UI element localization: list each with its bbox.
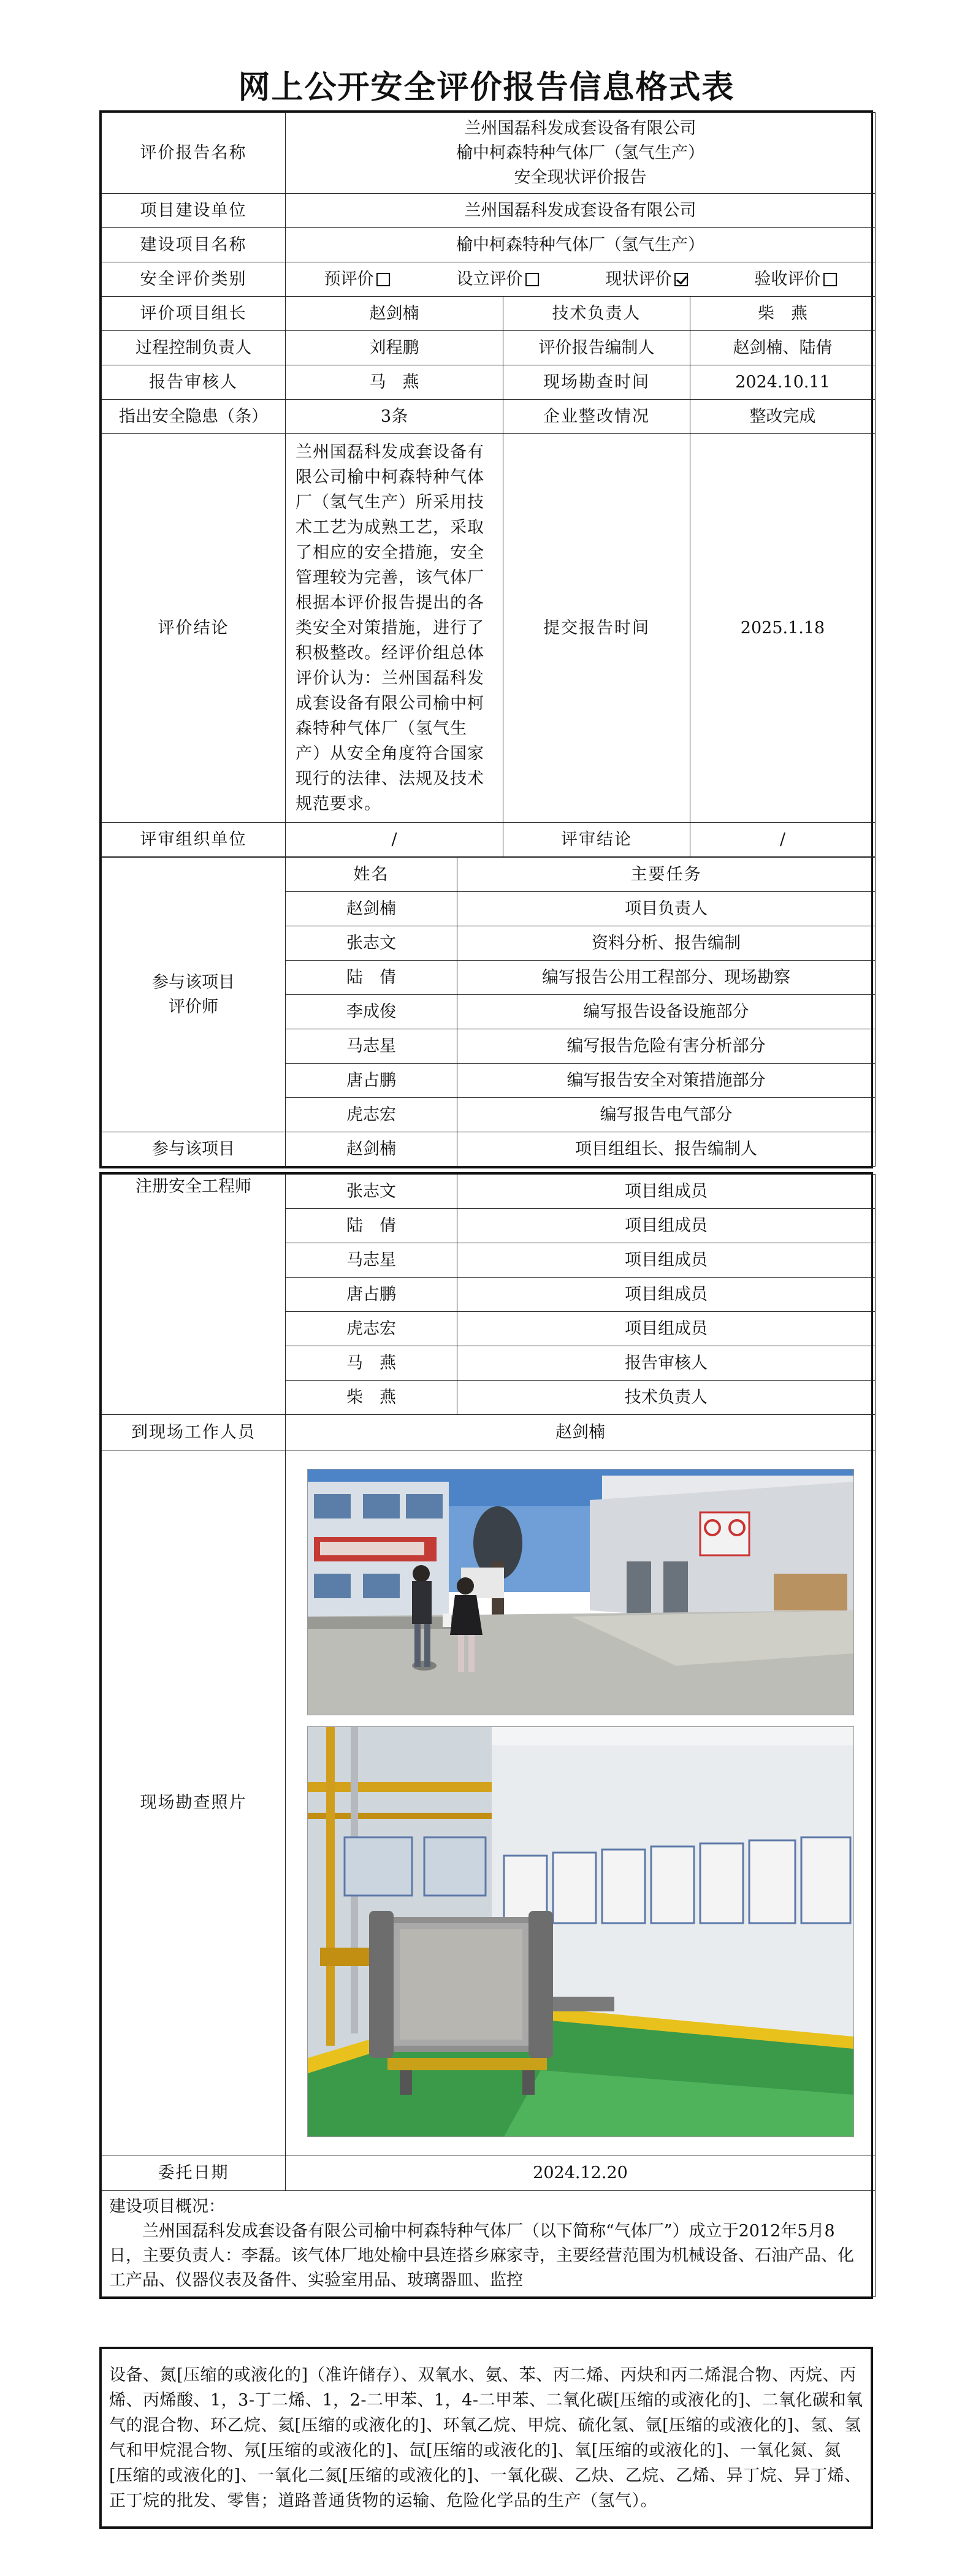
evaluator-name: 张志文 (286, 926, 457, 961)
header-task: 主要任务 (457, 858, 876, 892)
report-name-label: 评价报告名称 (102, 113, 286, 194)
engineer-name: 陆 倩 (286, 1209, 457, 1243)
evaluators-label-line1: 参与该项目 (152, 972, 235, 992)
rectify-value: 整改完成 (690, 400, 876, 434)
engineer-name: 柴 燕 (286, 1381, 457, 1415)
evaluator-task: 资料分析、报告编制 (457, 926, 876, 961)
evaluators-label-line2: 评价师 (169, 997, 218, 1016)
evaluator-name: 赵剑楠 (286, 892, 457, 926)
info-table (101, 112, 876, 857)
submit-time-value: 2025.1.18 (690, 434, 876, 823)
engineer-task: 项目组成员 (457, 1278, 876, 1312)
checkbox-icon[interactable] (823, 273, 837, 286)
survey-time-label: 现场勘查时间 (503, 365, 690, 400)
engineer-task: 项目组成员 (457, 1209, 876, 1243)
unit-value: 兰州国磊科发成套设备有限公司 (286, 194, 876, 228)
evaluator-task: 编写报告设备设施部分 (457, 995, 876, 1029)
engineer-task: 项目组组长、报告编制人 (457, 1132, 876, 1167)
category-options (286, 262, 876, 297)
category-option-pre[interactable] (324, 267, 390, 292)
evaluator-name: 虎志宏 (286, 1098, 457, 1132)
evaluator-task: 编写报告危险有害分析部分 (457, 1029, 876, 1064)
engineer-name: 赵剑楠 (286, 1132, 457, 1167)
engineer-task: 项目组成员 (457, 1243, 876, 1278)
site-photo-courtyard (307, 1469, 854, 1715)
review-org-label: 评审组织单位 (102, 823, 286, 857)
overview-continuation: 设备、氮[压缩的或液化的]（准许储存）、双氧水、氨、苯、丙二烯、丙炔和丙二烯混合物、丙烷、丙烯、丙烯酸、1，3-丁二烯、1，2-二甲苯、1，4-二甲苯、二氧化碳[压缩的或液化的]、二氧化碳和氧气的混合物、环乙烷、氦[压缩的或液化的]、环氧乙烷、甲烷、硫化氢、氩[压缩的或液化的]、氢、氢气和甲烷混合物、氖[压缩的或液化的]、氙[压缩的或液化的]、氧[压缩的或液化的]、一氧化氮、氮[压缩的或液化的]、一氧化二氮[压缩的或液化的]、一氧化碳、乙炔、乙烷、乙烯、异丁烷、异丁烯、正丁烷的批发、零售；道路普通货物的运输、危险化学品的生产（氢气）。 (102, 2349, 871, 2527)
category-label: 安全评价类别 (102, 262, 286, 297)
category-option-status[interactable] (606, 267, 688, 292)
submit-time-label: 提交报告时间 (503, 434, 690, 823)
engineers-label (102, 1175, 286, 1415)
category-option-acceptance[interactable] (755, 267, 837, 292)
project-label: 建设项目名称 (102, 228, 286, 262)
engineer-task: 项目组成员 (457, 1312, 876, 1346)
engineer-name: 虎志宏 (286, 1312, 457, 1346)
leader-label: 评价项目组长 (102, 297, 286, 331)
engineer-task: 技术负责人 (457, 1381, 876, 1415)
project-value: 榆中柯森特种气体厂（氢气生产） (286, 228, 876, 262)
category-option-label: 现状评价 (605, 269, 672, 289)
unit-label: 项目建设单位 (102, 194, 286, 228)
survey-time-value: 2024.10.11 (690, 365, 876, 400)
entrust-label: 委托日期 (102, 2155, 286, 2191)
writer-value: 赵剑楠、陆倩 (690, 331, 876, 365)
engineer-task: 项目组成员 (457, 1175, 876, 1209)
evaluator-task: 编写报告公用工程部分、现场勘察 (457, 961, 876, 995)
report-name-value (286, 113, 876, 194)
page-title: 网上公开安全评价报告信息格式表 (238, 69, 735, 106)
tech-label: 技术负责人 (503, 297, 690, 331)
evaluator-name: 唐占鹏 (286, 1064, 457, 1098)
entrust-value: 2024.12.20 (286, 2155, 876, 2191)
evaluator-name: 陆 倩 (286, 961, 457, 995)
writer-label: 评价报告编制人 (503, 331, 690, 365)
evaluator-task: 编写报告安全对策措施部分 (457, 1064, 876, 1098)
engineer-task: 报告审核人 (457, 1346, 876, 1381)
overview-text: 兰州国磊科发成套设备有限公司榆中柯森特种气体厂（以下简称“气体厂”）成立于2012年5月8日，主要负责人：李磊。该气体厂地处榆中县连搭乡麻家寺，主要经营范围为机械设备、石油产品、化工产品、仪器仪表及备件、实验室用品、玻璃器皿、监控 (109, 2222, 854, 2290)
engineer-name: 张志文 (286, 1175, 457, 1209)
hazards-value: 3条 (286, 400, 503, 434)
review-conclusion-value: / (690, 823, 876, 857)
table-row (102, 1175, 876, 1209)
process-label: 过程控制负责人 (102, 331, 286, 365)
engineer-name: 唐占鹏 (286, 1278, 457, 1312)
onsite-label: 到现场工作人员 (102, 1415, 286, 1450)
evaluator-task: 编写报告电气部分 (457, 1098, 876, 1132)
review-conclusion-label: 评审结论 (503, 823, 690, 857)
leader-value: 赵剑楠 (286, 297, 503, 331)
engineer-name: 马志星 (286, 1243, 457, 1278)
category-option-label: 预评价 (324, 269, 374, 289)
evaluators-label (102, 858, 286, 1132)
info-table-block-3 (99, 2347, 873, 2529)
rectify-label: 企业整改情况 (503, 400, 690, 434)
evaluator-table (101, 857, 876, 1167)
report-name-line3: 安全现状评价报告 (514, 167, 647, 187)
report-name-line2: 榆中柯森特种气体厂（氢气生产） (456, 143, 705, 162)
checkbox-icon[interactable] (525, 273, 539, 286)
category-option-label: 设立评价 (456, 269, 523, 289)
overview-heading: 建设项目概况： (109, 2197, 225, 2216)
reviewer-value: 马 燕 (286, 365, 503, 400)
report-name-line1: 兰州国磊科发成套设备有限公司 (464, 118, 696, 138)
checkbox-icon[interactable] (376, 273, 390, 286)
info-table-block-1 (99, 110, 873, 1168)
conclusion-text: 兰州国磊科发成套设备有限公司榆中柯森特种气体厂（氢气生产）所采用技术工艺为成熟工艺，采取了相应的安全措施，安全管理较为完善，该气体厂根据本评价报告提出的各类安全对策措施，进行了积极整改。经评价组总体评价认为：兰州国磊科发成套设备有限公司榆中柯森特种气体厂（氢气生产）从安全角度符合国家现行的法律、法规及技术规范要求。 (286, 434, 503, 823)
photos-label: 现场勘查照片 (102, 1450, 286, 2155)
category-option-label: 验收评价 (754, 269, 821, 289)
engineers-label-text: 注册安全工程师 (135, 1177, 251, 1196)
photos-cell (286, 1450, 876, 2155)
hazards-label: 指出安全隐患（条） (102, 400, 286, 434)
conclusion-label: 评价结论 (102, 434, 286, 823)
engineer-name: 马 燕 (286, 1346, 457, 1381)
tech-value: 柴 燕 (690, 297, 876, 331)
evaluator-task: 项目负责人 (457, 892, 876, 926)
category-option-setup[interactable] (457, 267, 539, 292)
reviewer-label: 报告审核人 (102, 365, 286, 400)
engineer-table (101, 1174, 876, 2297)
header-name: 姓名 (286, 858, 457, 892)
process-value: 刘程鹏 (286, 331, 503, 365)
overview-continuation-table (101, 2349, 871, 2527)
evaluator-name: 马志星 (286, 1029, 457, 1064)
checkbox-checked-icon[interactable] (674, 273, 688, 286)
evaluator-name: 李成俊 (286, 995, 457, 1029)
first-engineer-label: 参与该项目 (102, 1132, 286, 1167)
onsite-value: 赵剑楠 (286, 1415, 876, 1450)
table-row (102, 1132, 876, 1167)
info-table-block-2 (99, 1172, 873, 2299)
overview-cell (102, 2191, 876, 2297)
site-photo-equipment-room (307, 1726, 854, 2137)
review-org-value: / (286, 823, 503, 857)
